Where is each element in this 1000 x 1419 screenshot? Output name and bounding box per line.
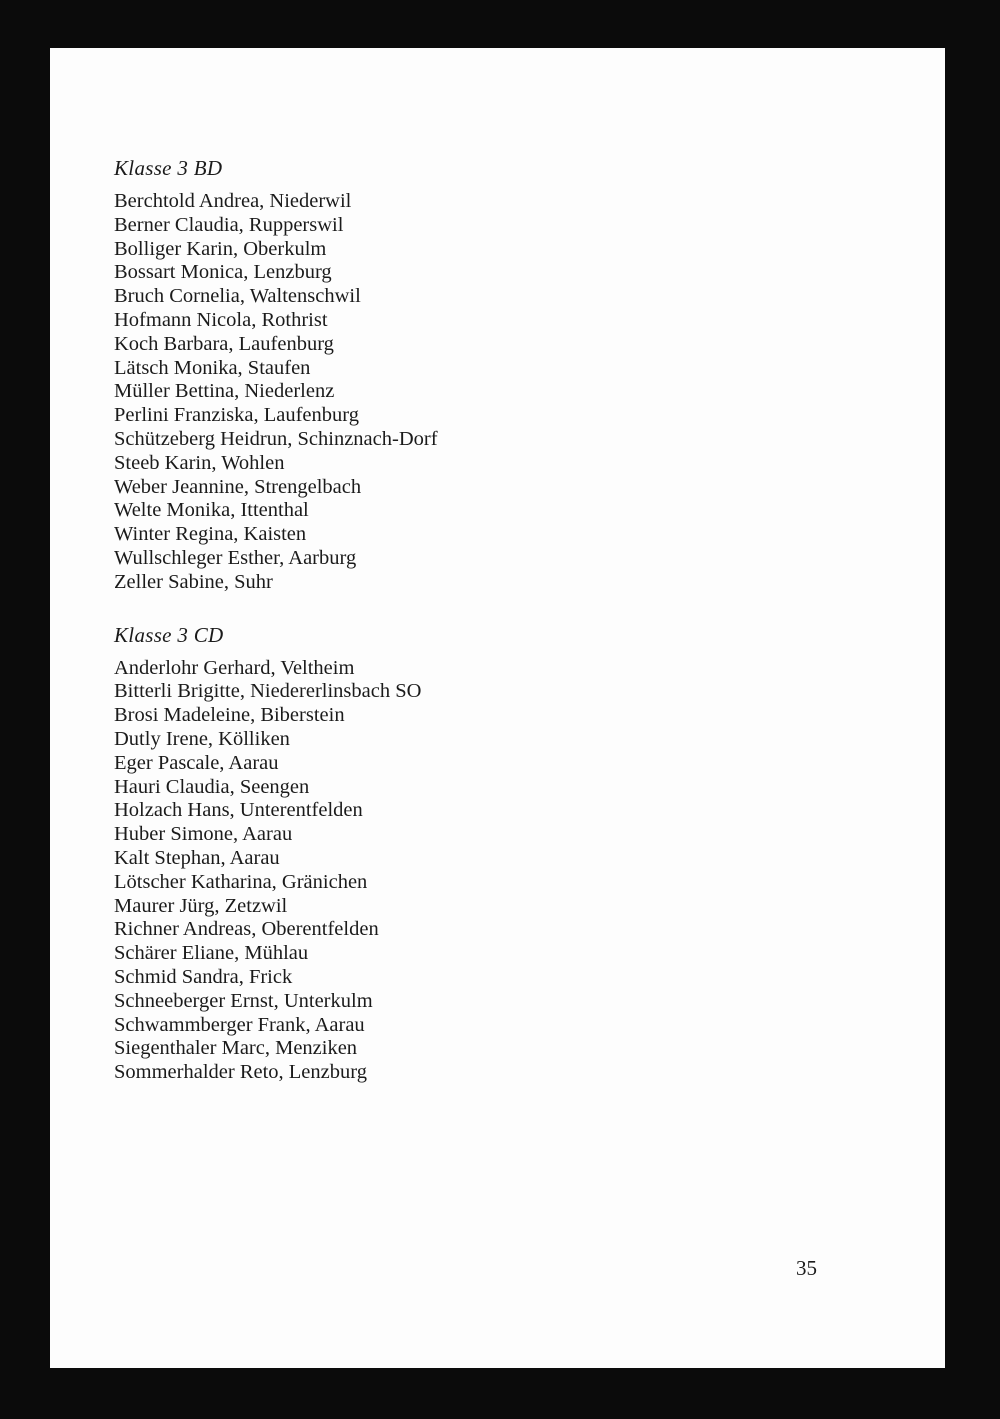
list-item: Dutly Irene, Kölliken bbox=[114, 727, 290, 750]
document-page bbox=[50, 48, 945, 1368]
list-item: Hauri Claudia, Seengen bbox=[114, 775, 310, 798]
list-item: Eger Pascale, Aarau bbox=[114, 751, 279, 774]
list-item: Schwammberger Frank, Aarau bbox=[114, 1013, 365, 1036]
list-item: Berchtold Andrea, Niederwil bbox=[114, 190, 352, 212]
list-item: Holzach Hans, Unterentfelden bbox=[114, 799, 363, 822]
list-item: Richner Andreas, Oberentfelden bbox=[114, 918, 379, 941]
list-item: Schneeberger Ernst, Unterkulm bbox=[114, 989, 373, 1012]
list-item: Bitterli Brigitte, Niedererlinsbach SO bbox=[114, 680, 422, 703]
list-item: Lätsch Monika, Staufen bbox=[114, 356, 311, 379]
section-klasse-3bd bbox=[114, 156, 814, 595]
list-item: Winter Regina, Kaisten bbox=[114, 523, 307, 546]
section-heading: Klasse 3 CD bbox=[114, 622, 224, 647]
name-list bbox=[114, 190, 814, 595]
list-item: Weber Jeannine, Strengelbach bbox=[114, 475, 362, 498]
list-item: Koch Barbara, Laufenburg bbox=[114, 332, 334, 355]
name-list bbox=[114, 657, 814, 1085]
section-klasse-3cd bbox=[114, 623, 814, 1085]
list-item: Maurer Jürg, Zetzwil bbox=[114, 894, 288, 917]
list-item: Hofmann Nicola, Rothrist bbox=[114, 308, 328, 331]
list-item: Bruch Cornelia, Waltenschwil bbox=[114, 285, 361, 308]
list-item: Schützeberg Heidrun, Schinznach-Dorf bbox=[114, 427, 438, 450]
list-item: Bossart Monica, Lenzburg bbox=[114, 261, 332, 284]
list-item: Zeller Sabine, Suhr bbox=[114, 570, 273, 593]
list-item: Sommerhalder Reto, Lenzburg bbox=[114, 1061, 367, 1084]
list-item: Müller Bettina, Niederlenz bbox=[114, 380, 335, 403]
list-item: Welte Monika, Ittenthal bbox=[114, 499, 309, 522]
list-item: Siegenthaler Marc, Menziken bbox=[114, 1037, 358, 1060]
list-item: Brosi Madeleine, Biberstein bbox=[114, 704, 345, 727]
list-item: Bolliger Karin, Oberkulm bbox=[114, 237, 327, 260]
page-content bbox=[114, 156, 814, 1085]
list-item: Huber Simone, Aarau bbox=[114, 823, 293, 846]
page-number: 35 bbox=[796, 1256, 817, 1280]
list-item: Kalt Stephan, Aarau bbox=[114, 846, 280, 869]
list-item: Lötscher Katharina, Gränichen bbox=[114, 870, 368, 893]
list-item: Steeb Karin, Wohlen bbox=[114, 451, 285, 474]
list-item: Perlini Franziska, Laufenburg bbox=[114, 404, 359, 427]
list-item: Wullschleger Esther, Aarburg bbox=[114, 546, 357, 569]
list-item: Schärer Eliane, Mühlau bbox=[114, 942, 309, 965]
list-item: Anderlohr Gerhard, Veltheim bbox=[114, 656, 355, 679]
list-item: Schmid Sandra, Frick bbox=[114, 965, 293, 988]
list-item: Berner Claudia, Rupperswil bbox=[114, 213, 344, 236]
section-heading: Klasse 3 BD bbox=[114, 156, 223, 180]
